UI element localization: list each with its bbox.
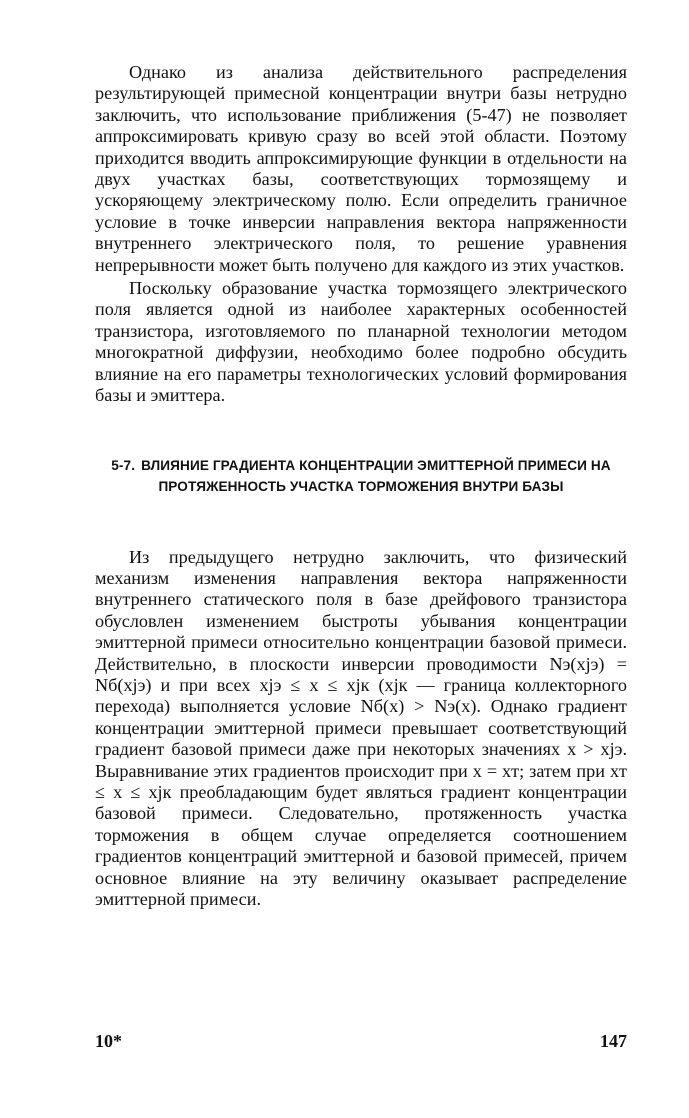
section-heading [95,455,627,497]
page-body [95,62,627,910]
signature-mark: 10* [95,1031,122,1051]
page-number: 147 [600,1031,627,1051]
section-title: ВЛИЯНИЕ ГРАДИЕНТА КОНЦЕНТРАЦИИ ЭМИТТЕРНОЙ ПРИМЕСИ НА ПРОТЯЖЕННОСТЬ УЧАСТКА ТОРМОЖЕНИЯ ВНУТРИ БАЗЫ [141,457,611,494]
paragraph-physical-mechanism: Из предыдущего нетрудно заключить, что физический механизм изменения направления вектора напряженности внутреннего статического поля в базе дрейфового транзистора обусловлен изменением быстроты убывания концентрации эмиттерной примеси относительно концентрации базовой примеси. Действительно, в плоскости инверсии проводимости Nэ(xjэ) = Nб(xjэ) и при всех xjэ ≤ x ≤ xjк (xjк — граница коллекторного перехода) выполняется условие Nб(x) > Nэ(x). Однако градиент концентрации эмиттерной примеси превышает соответствующий градиент базовой примеси даже при некоторых значениях x > xjэ. Выравнивание этих градиентов происходит при x = xт; затем при xт ≤ x ≤ xjк преобладающим будет являться градиент концентрации базовой примеси. Следовательно, протяженность участка торможения в общем случае определяется соотношением градиентов концентраций эмиттерной и базовой примесей, причем основное влияние на эту величину оказывает распределение эмиттерной примеси. [95,546,627,909]
section-number: 5-7. [111,457,136,473]
paragraph-braking-field: Поскольку образование участка тормозящего электрического поля является одной из наиболее характерных особенностей транзистора, изготовляемого по планарной технологии методом многократной диффузии, необходимо более подробно обсудить влияние на его параметры технологических условий формирования базы и эмиттера. [95,278,627,406]
paragraph-analysis: Однако из анализа действительного распределения результирующей примесной концентрации внутри базы нетрудно заключить, что использование приближения (5-47) не позволяет аппроксимировать кривую сразу во всей этой области. Поэтому приходится вводить аппроксимирующие функции в отдельности на двух участках базы, соответствующих тормозящему и ускоряющему электрическому полю. Если определить граничное условие в точке инверсии направления вектора напряженности внутреннего электрического поля, то решение уравнения непрерывности может быть получено для каждого из этих участков. [95,62,627,275]
page-footer [95,1030,627,1052]
